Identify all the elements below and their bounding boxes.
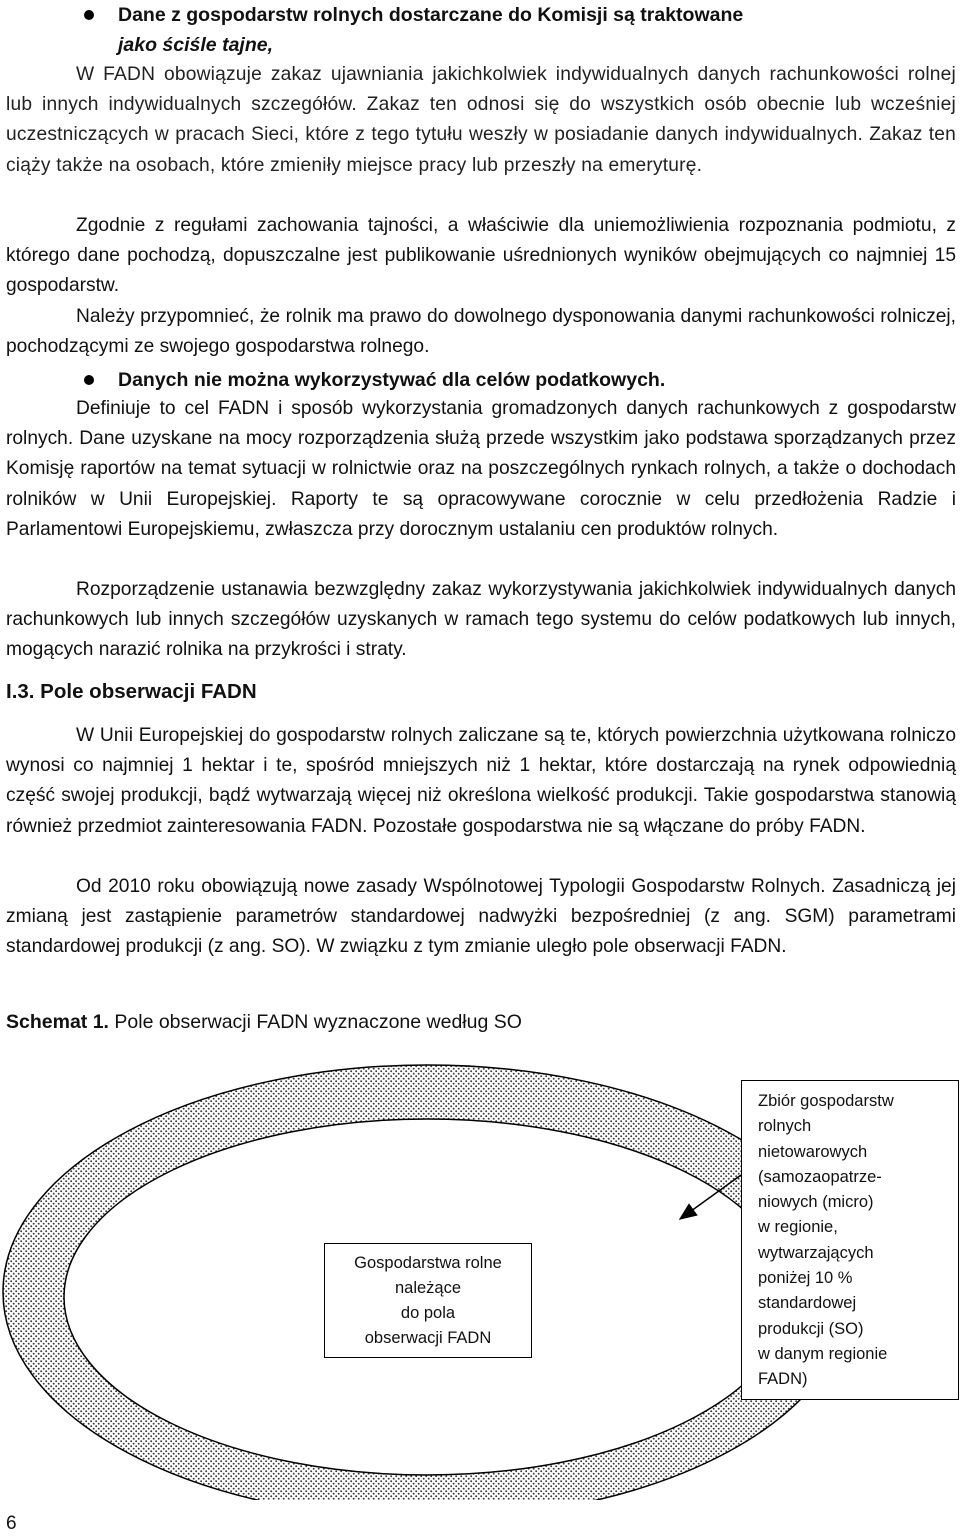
- outer-label-line: standardowej: [758, 1294, 857, 1313]
- outer-label-line: poniżej 10 %: [758, 1269, 853, 1288]
- paragraph-farmer-rights: Należy przypomnieć, że rolnik ma prawo do dowolnego dysponowania danymi rachunkowości rolniczej, pochodzącymi ze swojego gospodarstwa rolnego.: [6, 306, 956, 358]
- inner-label-line: do pola: [400, 1303, 456, 1322]
- paragraph-confidentiality-part2: Zakaz ten odnosi się do wszystkich osób obecnie lub wcześniej uczestniczących w pracach Sieci, które z tego tytułu weszły w posiadanie danych indywidualnych. Zakaz ten ciąży także na osobach, które zmieniły miejsce pracy lub przeszły na emeryturę.: [6, 94, 956, 176]
- paragraph-fadn-purpose: Definiuje to cel FADN i sposób wykorzystania gromadzonych danych rachunkowych z gospodarstw rolnych. Dane uzyskane na mocy rozporządzenia służą przede wszystkim jako podstawa sporządzanych przez Komisję raportów na temat sytuacji w rolnictwie oraz na poszczególnych rynkach rolnych, a także o dochodach rolników w Unii Europejskiej. Raporty te są opracowywane corocznie w celu przedłożenia Radzie i Parlamentowi Europejskiemu, zwłaszcza przy dorocznym ustalaniu cen produktów rolnych.: [6, 398, 956, 540]
- outer-set-label: [741, 1080, 959, 1400]
- paragraph-regulation: Rozporządzenie ustanawia bezwzględny zakaz wykorzystywania jakichkolwiek indywidualnych danych rachunkowych lub innych szczegółów uzyskanych w ramach tego systemu do celów podatkowych lub innych, mogących narazić rolnika na przykrości i straty.: [6, 579, 956, 661]
- paragraph-typology: Od 2010 roku obowiązują nowe zasady Wspólnotowej Typologii Gospodarstw Rolnych. Zasadniczą jej zmianą jest zastąpienie parametrów standardowej nadwyżki bezpośredniej (z ang. SGM) parametrami standardowej produkcji (z ang. SO). W związku z tym zmianie uległo pole obserwacji FADN.: [6, 876, 956, 958]
- outer-label-line: rolnych: [758, 1117, 812, 1136]
- outer-label-line: wytwarzających: [758, 1243, 874, 1262]
- figure-caption: [6, 1007, 522, 1037]
- bullet-icon: [84, 375, 94, 385]
- inner-label-line: Gospodarstwa rolne: [354, 1253, 502, 1272]
- bullet-icon: [84, 10, 94, 20]
- bullet2-text: Danych nie można wykorzystywać dla celów podatkowych.: [118, 369, 666, 391]
- outer-label-line: (samozaopatrze-: [758, 1167, 882, 1186]
- paragraph-confidentiality-part1: W FADN obowiązuje zakaz ujawniania jakichkolwiek indywidualnych danych rachunkowości rolnej lub innych indywidualnych szczegółów.: [6, 64, 956, 116]
- outer-label-line: w danym regionie: [758, 1344, 888, 1363]
- inner-label-line: należące: [394, 1278, 462, 1297]
- caption-label: Schemat 1.: [6, 1011, 109, 1033]
- inner-label-line: obserwacji FADN: [364, 1328, 492, 1347]
- outer-label-line: nietowarowych: [758, 1142, 868, 1161]
- inner-set-label: [324, 1243, 532, 1358]
- outer-label-line: produkcji (SO): [758, 1319, 864, 1338]
- outer-label-line: niowych (micro): [758, 1193, 874, 1212]
- outer-label-line: w regionie,: [758, 1218, 838, 1237]
- caption-text: Pole obserwacji FADN wyznaczone według SO: [108, 1011, 522, 1033]
- paragraph-eu-farms: W Unii Europejskiej do gospodarstw rolnych zaliczane są te, których powierzchnia użytkowana rolniczo wynosi co najmniej 1 hektar i te, spośród mniejszych niż 1 hektar, które dostarczają na rynek odpowiednią część swojej produkcji, bądź wytwarzają więcej niż określona wielkość produkcji. Takie gospodarstwa stanowią również przedmiot zainteresowania FADN. Pozostałe gospodarstwa nie są włączane do próby FADN.: [6, 725, 956, 837]
- section-heading: I.3. Pole obserwacji FADN: [6, 680, 257, 703]
- outer-label-line: FADN): [758, 1370, 808, 1389]
- outer-label-line: Zbiór gospodarstw: [758, 1092, 894, 1110]
- bullet1-line1: Dane z gospodarstw rolnych dostarczane do Komisji są traktowane: [118, 4, 744, 26]
- page-number: 6: [6, 1513, 17, 1534]
- paragraph-secrecy-rules: Zgodnie z regułami zachowania tajności, a właściwie dla uniemożliwienia rozpoznania podmiotu, z którego dane pochodzą, dopuszczalne jest publikowanie uśrednionych wyników obejmujących co najmniej 15 gospodarstw.: [6, 215, 956, 297]
- paragraph-confidentiality: [6, 60, 956, 181]
- bullet1-line2: jako ściśle tajne,: [118, 34, 274, 56]
